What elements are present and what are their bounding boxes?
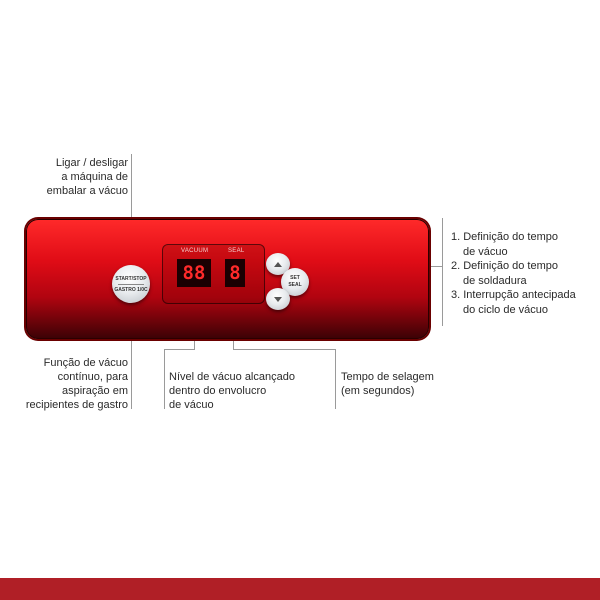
start-stop-gastro-button[interactable] [112,265,150,303]
callout-power-line-3: embalar a vácuo [46,185,128,197]
callout-gastro-line-4: recipientes de gastro [25,399,128,411]
callout-vacuum-line-1: Nível de vácuo alcançado [169,371,295,383]
up-arrow-icon [274,262,282,267]
display-window [162,244,265,304]
seal-digits: 8 [225,259,245,287]
callout-set-line-2: de vácuo [463,245,508,258]
callout-gastro-line-3: aspiração em [61,385,128,397]
bottom-brand-bar [0,578,600,600]
callout-set-line-3: 2. Definição do tempo [451,260,559,272]
leader-line-vacuum-horizontal [164,349,195,350]
gastro-label: GASTRO 1/0C [114,286,148,293]
callout-set-line-4: de soldadura [463,274,527,287]
start-button-divider [118,284,144,285]
leader-line-set-vertical [442,218,443,326]
callout-gastro-line-1: Função de vácuo [43,357,128,369]
leader-line-seal-horizontal [233,349,336,350]
callout-set-line-1: 1. Definição do tempo [451,231,559,243]
seal-display-label: SEAL [228,248,245,254]
callout-gastro-line-2: contínuo, para [57,371,128,383]
callout-set-line-6: do ciclo de vácuo [463,303,548,316]
down-arrow-icon [274,297,282,302]
callout-seal-line-1: Tempo de selagem [341,371,434,383]
seal-button-label: SEAL [288,282,302,288]
vacuum-digits: 88 [177,259,211,287]
down-arrow-button[interactable] [266,288,290,310]
callout-gastro [10,356,128,412]
callout-power [28,156,128,198]
callout-vacuum-line-3: de vácuo [169,399,214,411]
callout-vacuum-level [169,370,319,412]
callout-seal-line-2: (em segundos) [341,385,415,397]
callout-set-line-5: 3. Interrupção antecipada [451,289,576,301]
callout-vacuum-line-2: dentro do envolucro [169,385,267,397]
vacuum-display-label: VACUUM [181,248,209,254]
leader-line-seal-drop [335,349,336,409]
set-label: SET [290,275,300,281]
leader-line-vacuum-drop [164,349,165,409]
callout-seal-time [341,370,461,398]
callout-power-line-2: a máquina de [61,171,128,183]
callout-set-functions [451,230,591,317]
callout-power-line-1: Ligar / desligar [55,157,128,169]
start-stop-label: START/STOP [115,275,147,282]
